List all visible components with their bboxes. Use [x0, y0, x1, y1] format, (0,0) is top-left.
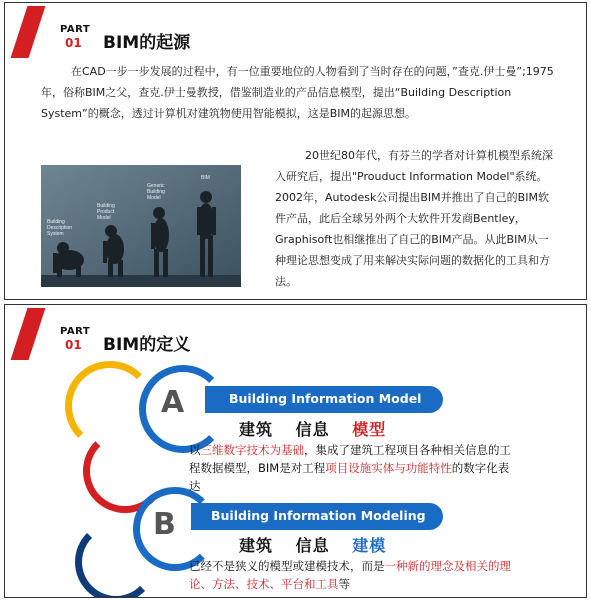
slide-bim-definition	[4, 304, 587, 598]
definition-b-text	[189, 557, 519, 593]
keyword-architecture: 建筑	[239, 420, 274, 439]
highlight-text: 三维数字技术为基础	[200, 443, 304, 457]
navy-ring-decoration	[75, 521, 157, 598]
keyword-architecture: 建筑	[239, 536, 274, 555]
keyword-model: 模型	[352, 420, 387, 439]
highlight-text: 项目设施实体与功能特性	[325, 461, 452, 475]
keyword-information: 信息	[295, 420, 330, 439]
banner-b	[191, 503, 443, 530]
origin-paragraph-2: 20世纪80年代，有芬兰的学者对计算机模型系统深入研究后，提出"Prouduct Information Model"系统。2002年，Autodesk公司提出BIM并推出了自己的BIM软件产品，此后全球另外两个大软件开发商Bentley，Graphisoft也相继推出了自己的BIM产品。从此BIM从一种理论思想变成了用来解决实际问题的数据化的工具和方法。	[275, 149, 553, 288]
keyword-modeling: 建模	[352, 536, 387, 555]
letter-a: A	[161, 385, 185, 420]
keywords-a	[239, 417, 402, 440]
definition-a-text	[189, 441, 519, 495]
keywords-b	[239, 533, 402, 556]
banner-a	[205, 386, 443, 413]
evolution-illustration	[41, 165, 241, 287]
part-number: 01	[65, 338, 82, 352]
plain-text: 以	[189, 443, 201, 457]
part-tab-decoration	[11, 308, 46, 360]
part-number: 01	[65, 36, 82, 50]
image-label-2: Building Product Model	[97, 203, 115, 221]
image-label-1: Building Description System	[47, 219, 73, 237]
keyword-information: 信息	[295, 536, 330, 555]
plain-text: 等	[338, 577, 350, 591]
part-tab-decoration	[11, 6, 46, 58]
letter-b: B	[153, 507, 176, 542]
image-label-4: BIM	[201, 175, 210, 181]
slide-bim-origin	[4, 2, 587, 300]
banner-a-text: Building Information Model	[229, 391, 422, 406]
highlight-text: 一种新的理念及相关的理论、方法、技术、平台和工具	[189, 559, 511, 591]
slide-title: BIM的起源	[103, 33, 191, 53]
origin-paragraph-1: 在CAD一步一步发展的过程中，有一位重要地位的人物看到了当时存在的问题，”查克.伊士曼”;1975年，俗称BIM之父，查克.伊士曼教授，借鉴制造业的产品信息模型，提出“Building Description System”的概念，透过计算机对建筑物使用智能模拟，这是BIM的起源思想。	[41, 65, 554, 120]
banner-b-text: Building Information Modeling	[211, 508, 426, 523]
part-label: PART	[60, 326, 91, 337]
plain-text: 的数字化表达	[189, 461, 510, 493]
plain-text: ，集成了建筑工程项目各种相关信息的工程数据模型，BIM是对工程	[189, 443, 511, 475]
image-label-3: Generic Building Model	[147, 183, 165, 201]
slide-title: BIM的定义	[103, 335, 191, 355]
plain-text: 已经不是狭义的模型或建模技术，而是	[189, 559, 385, 573]
part-label: PART	[60, 24, 91, 35]
